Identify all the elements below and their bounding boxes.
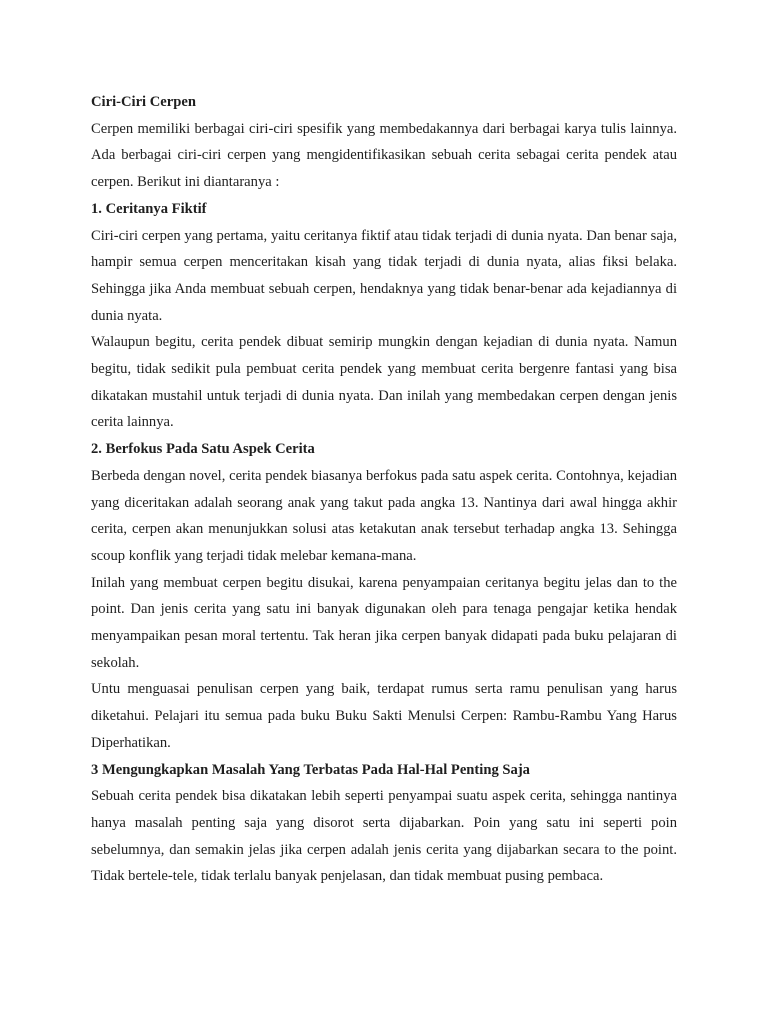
section-1-paragraph-2: Walaupun begitu, cerita pendek dibuat semirip mungkin dengan kejadian di dunia nyata. Namun begitu, tidak sedikit pula pembuat cerita pendek yang membuat cerita bergenre fantasi yang bisa dikatakan mustahil untuk terjadi di dunia nyata. Dan inilah yang membedakan cerpen dengan jenis cerita lainnya. bbox=[91, 334, 677, 431]
section-2-paragraph-3: Untu menguasai penulisan cerpen yang baik, terdapat rumus serta ramu penulisan yang harus diketahui. Pelajari itu semua pada buku Buku Sakti Menulsi Cerpen: Rambu-Rambu Yang Harus Diperhatikan. bbox=[91, 681, 677, 751]
section-2-paragraph-1: Berbeda dengan novel, cerita pendek biasanya berfokus pada satu aspek cerita. Contohnya, kejadian yang diceritakan adalah seorang anak yang takut pada angka 13. Nantinya dari awal hingga akhir cerita, cerpen akan menunjukkan solusi atas ketakutan anak tersebut terhadap angka 13. Sehingga scoup konflik yang terjadi tidak melebar kemana-mana. bbox=[91, 467, 677, 564]
section-1-heading: 1. Ceritanya Fiktif bbox=[91, 200, 207, 217]
section-1-paragraph-1: Ciri-ciri cerpen yang pertama, yaitu ceritanya fiktif atau tidak terjadi di dunia nyata. Dan benar saja, hampir semua cerpen menceritakan kisah yang tidak terjadi di dunia nyata, alias fiksi belaka. Sehingga jika Anda membuat sebuah cerpen, hendaknya yang tidak benar-benar ada kejadiannya di dunia nyata. bbox=[91, 227, 677, 324]
section-2-heading: 2. Berfokus Pada Satu Aspek Cerita bbox=[91, 441, 315, 458]
section-3-heading: 3 Mengungkapkan Masalah Yang Terbatas Pada Hal-Hal Penting Saja bbox=[91, 761, 530, 778]
section-2-paragraph-2: Inilah yang membuat cerpen begitu disukai, karena penyampaian ceritanya begitu jelas dan to the point. Dan jenis cerita yang satu ini banyak digunakan oleh para tenaga pengajar ketika hendak menyampaikan pesan moral tertentu. Tak heran jika cerpen banyak didapati pada buku pelajaran di sekolah. bbox=[91, 574, 677, 671]
document-page bbox=[91, 89, 677, 890]
intro-paragraph: Cerpen memiliki berbagai ciri-ciri spesifik yang membedakannya dari berbagai karya tulis lainnya. Ada berbagai ciri-ciri cerpen yang mengidentifikasikan sebuah cerita sebagai cerita pendek atau cerpen. Berikut ini diantaranya : bbox=[91, 120, 677, 191]
section-3-paragraph-1: Sebuah cerita pendek bisa dikatakan lebih seperti penyampai suatu aspek cerita, sehingga nantinya hanya masalah penting saja yang disorot serta dijabarkan. Poin yang satu ini seperti poin sebelumnya, dan semakin jelas jika cerpen adalah jenis cerita yang dijabarkan secara to the point. Tidak bertele-tele, tidak terlalu banyak penjelasan, dan tidak membuat pusing pembaca. bbox=[91, 788, 677, 885]
document-title: Ciri-Ciri Cerpen bbox=[91, 94, 196, 110]
